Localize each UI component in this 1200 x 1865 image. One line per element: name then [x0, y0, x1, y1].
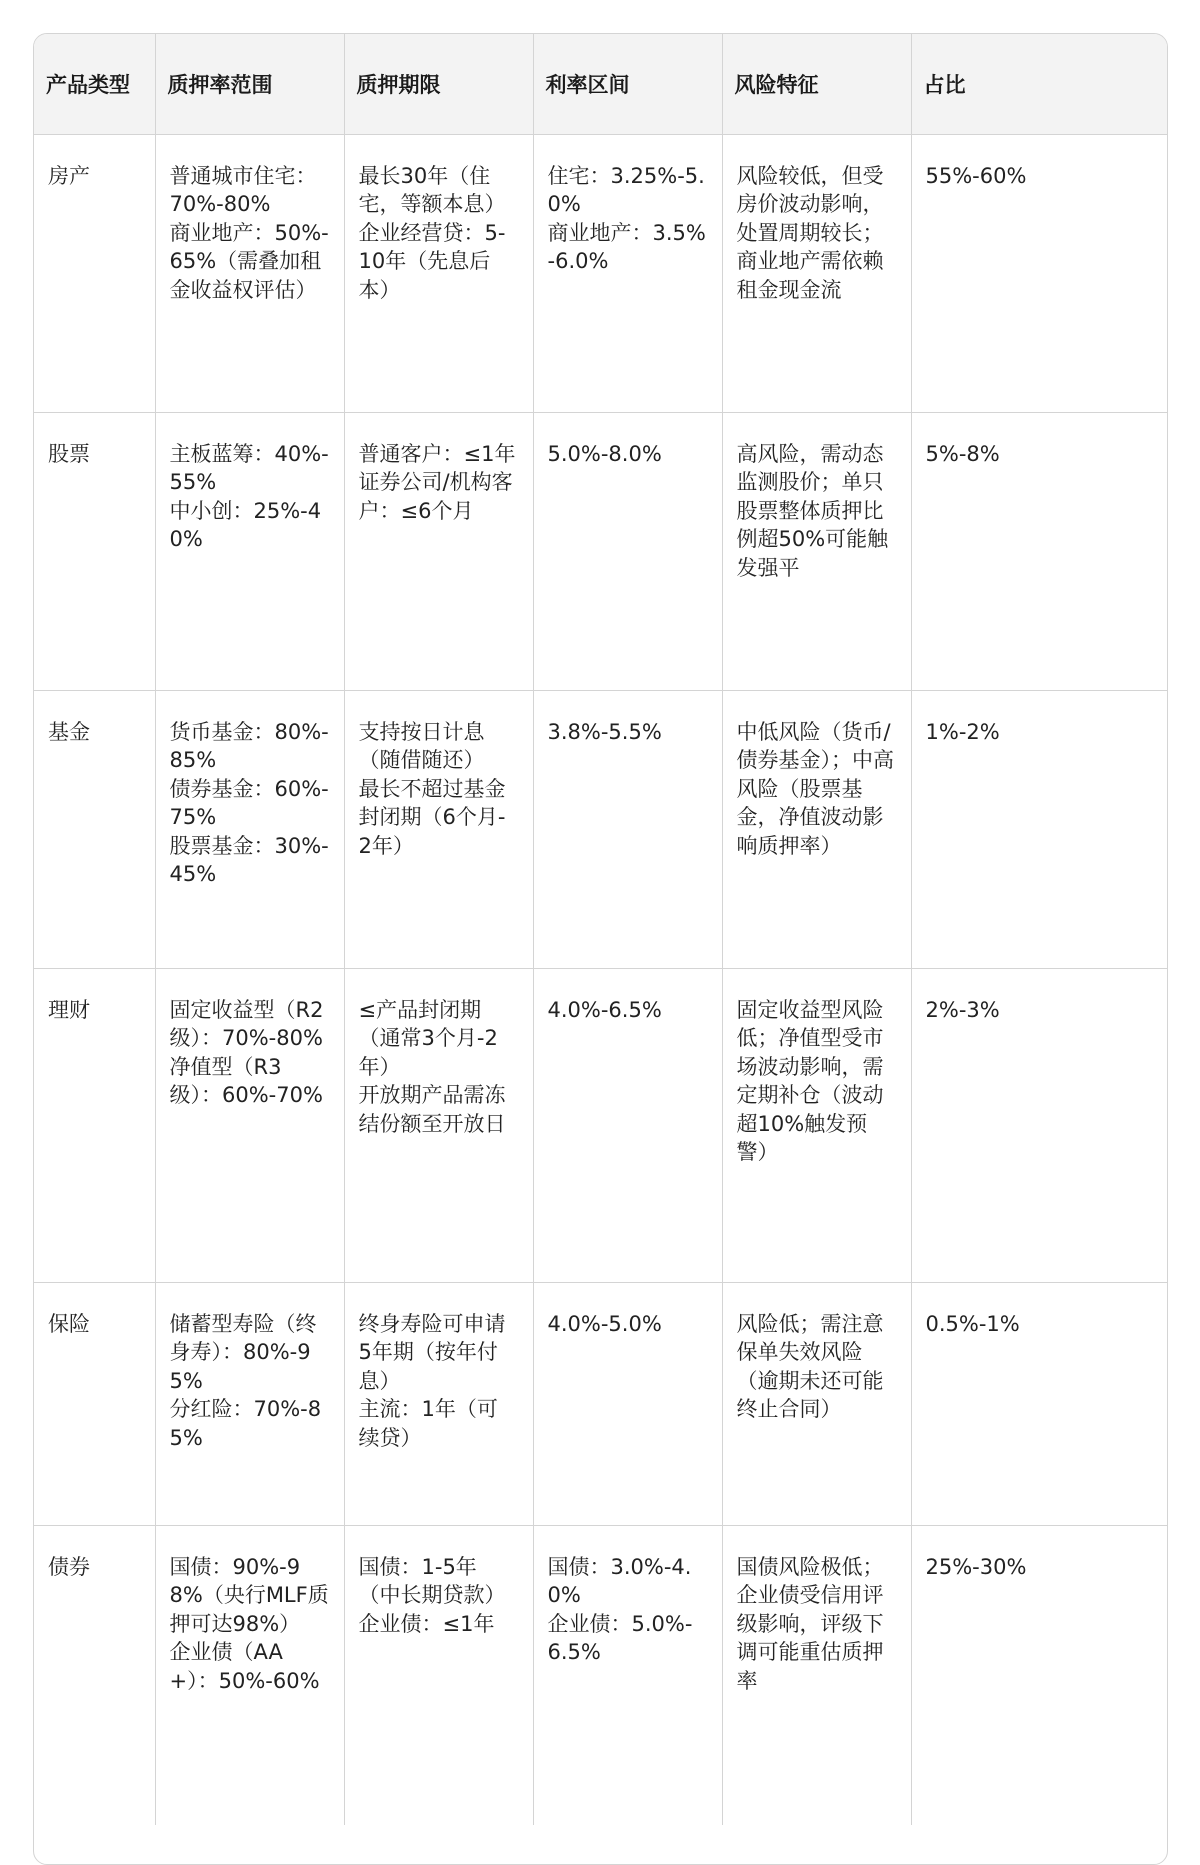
cell-risk-features: 固定收益型风险低；净值型受市场波动影响，需定期补仓（波动超10%触发预警）: [722, 968, 911, 1282]
cell-product-type: 房产: [34, 134, 155, 412]
cell-pledge-rate: 货币基金：80%-85% 债券基金：60%-75% 股票基金：30%-45%: [155, 690, 344, 968]
cell-share: 1%-2%: [911, 690, 1167, 968]
cell-pledge-term: 国债：1-5年（中长期贷款） 企业债：≤1年: [344, 1525, 533, 1825]
header-interest-range: 利率区间: [533, 34, 722, 134]
cell-pledge-rate: 国债：90%-98%（央行MLF质押可达98%） 企业债（AA+）：50%-60%: [155, 1525, 344, 1825]
cell-pledge-rate: 固定收益型（R2级）：70%-80% 净值型（R3级）：60%-70%: [155, 968, 344, 1282]
cell-interest-range: 4.0%-5.0%: [533, 1282, 722, 1525]
pledge-loan-table-container: [33, 33, 1168, 1865]
cell-interest-range: 5.0%-8.0%: [533, 412, 722, 690]
cell-risk-features: 风险较低，但受房价波动影响，处置周期较长；商业地产需依赖租金现金流: [722, 134, 911, 412]
cell-pledge-term: 普通客户：≤1年 证券公司/机构客户：≤6个月: [344, 412, 533, 690]
cell-share: 2%-3%: [911, 968, 1167, 1282]
cell-interest-range: 国债：3.0%-4.0% 企业债：5.0%-6.5%: [533, 1525, 722, 1825]
cell-interest-range: 3.8%-5.5%: [533, 690, 722, 968]
header-pledge-rate: 质押率范围: [155, 34, 344, 134]
table-row: [34, 968, 1167, 1282]
pledge-loan-table: [34, 34, 1167, 1825]
cell-risk-features: 风险低；需注意保单失效风险（逾期未还可能终止合同）: [722, 1282, 911, 1525]
cell-pledge-rate: 储蓄型寿险（终身寿）：80%-95% 分红险：70%-85%: [155, 1282, 344, 1525]
cell-share: 5%-8%: [911, 412, 1167, 690]
cell-product-type: 债券: [34, 1525, 155, 1825]
cell-share: 0.5%-1%: [911, 1282, 1167, 1525]
cell-share: 25%-30%: [925, 1554, 1027, 1579]
table-row: [34, 1282, 1167, 1525]
table-row: [34, 1525, 1167, 1825]
cell-pledge-rate: 普通城市住宅：70%-80% 商业地产：50%-65%（需叠加租金收益权评估）: [155, 134, 344, 412]
cell-product-type: 基金: [34, 690, 155, 968]
cell-pledge-term: 终身寿险可申请5年期（按年付息） 主流：1年（可续贷）: [344, 1282, 533, 1525]
table-row: [34, 134, 1167, 412]
cell-product-type: 保险: [34, 1282, 155, 1525]
cell-product-type: 股票: [34, 412, 155, 690]
cell-share: 55%-60%: [911, 134, 1167, 412]
header-product-type: 产品类型: [34, 34, 155, 134]
cell-risk-features: 国债风险极低；企业债受信用评级影响，评级下调可能重估质押率: [722, 1525, 911, 1825]
cell-risk-features: 高风险，需动态监测股价；单只股票整体质押比例超50%可能触发强平: [722, 412, 911, 690]
table-row: [34, 690, 1167, 968]
cell-risk-features: 中低风险（货币/债券基金）；中高风险（股票基金，净值波动影响质押率）: [722, 690, 911, 968]
cell-pledge-rate: 主板蓝筹：40%-55% 中小创：25%-40%: [155, 412, 344, 690]
cell-interest-range: 4.0%-6.5%: [533, 968, 722, 1282]
table-header-row: [34, 34, 1167, 134]
header-risk-features: 风险特征: [722, 34, 911, 134]
cell-pledge-term: 支持按日计息（随借随还） 最长不超过基金封闭期（6个月-2年）: [344, 690, 533, 968]
cell-pledge-term: 最长30年（住宅，等额本息） 企业经营贷：5-10年（先息后本）: [344, 134, 533, 412]
cell-interest-range: 住宅：3.25%-5.0% 商业地产：3.5%-6.0%: [533, 134, 722, 412]
header-share: 占比: [911, 34, 1167, 134]
table-row: [34, 412, 1167, 690]
cell-pledge-term: ≤产品封闭期（通常3个月-2年） 开放期产品需冻结份额至开放日: [344, 968, 533, 1282]
cell-product-type: 理财: [34, 968, 155, 1282]
header-pledge-term: 质押期限: [344, 34, 533, 134]
